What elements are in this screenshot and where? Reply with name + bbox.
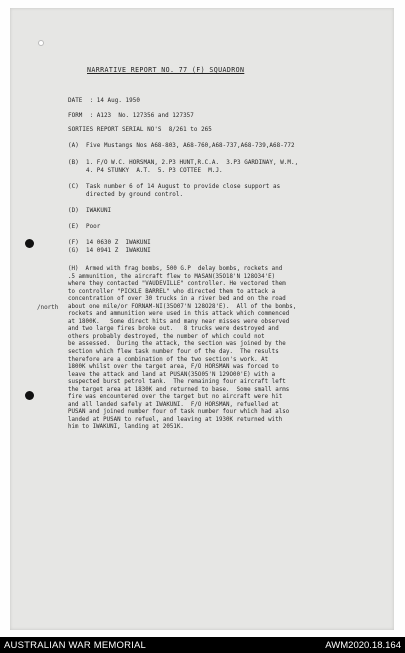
paragraph-h: (H) Armed with frag bombs, 500 G.P delay bombs, rockets and .5 ammunition, the aircraft flew to MASAN(35O18'N 128O34'E) where they contacted "VAUDEVILLE" controller. He vectored them to controller "PICKLE BARREL" who directed them to attack a concentration of over 30 trucks in a river bed and on the road about one mile/or FORNAM-NI(35O07'N 128O28'E). All of the bombs, rockets and ammunition were used in this attack which commenced at 1800K. Some direct hits and many near misses were observed and two large fires broke out. 8 trucks were destroyed and others probably destroyed, the number of which could not be assessed. During the attack, the section was joined by the section which flew task number four of the day. The results therefore are a combination of the two section's work. At 1800K whilst over the target area, F/O HORSMAN was forced to leave the attack and land at PUSAN(35O05'N 129O00'E) with a suspected burst petrol tank. The remaining four aircraft left the target area at 1830K and returned to base. Some small arms fire was encountered over the target but no aircraft were hit and all landed safely at IWAKUNI. F/O HORSMAN, refuelled at PUSAN and joined number four of task number four which had also landed at PUSAN to refuel, and leaving at 1930K returned with him to IWAKUNI, landing at 2051K. xyxy=(68,266,297,431)
institution-label: AUSTRALIAN WAR MEMORIAL xyxy=(4,640,147,651)
paragraph-c: (C) Task number 6 of 14 August to provide close support as directed by ground control. xyxy=(68,184,281,198)
paragraph-e: (E) Poor xyxy=(68,224,101,230)
margin-annotation: /north xyxy=(37,305,59,311)
reference-number: AWM2020.18.164 xyxy=(325,640,401,651)
punch-hole-bottom xyxy=(25,391,34,400)
footer-bar xyxy=(0,637,405,653)
sorties-line: SORTIES REPORT SERIAL NO'S 8/261 to 265 xyxy=(68,127,212,133)
paragraph-f-g: (F) 14 0630 Z IWAKUNI (G) 14 0941 Z IWAKUNI xyxy=(68,240,151,254)
paragraph-d: (D) IWAKUNI xyxy=(68,208,112,214)
pin-hole xyxy=(38,40,44,46)
date-line: DATE : 14 Aug. 1950 xyxy=(68,98,140,104)
report-title: NARRATIVE REPORT NO. 77 (F) SQUADRON xyxy=(87,66,245,74)
form-line: FORM : A123 No. 127356 and 127357 xyxy=(68,113,194,119)
paragraph-a: (A) Five Mustangs Nos A68-803, A68-760,A68-737,A68-739,A68-772 xyxy=(68,143,295,149)
punch-hole-top xyxy=(25,239,34,248)
paragraph-b: (B) 1. F/O W.C. HORSMAN, 2.P3 HUNT,R.C.A. 3.P3 GARDINAY, W.M., 4. P4 STUNKY A.T. 5. P3 COTTEE M.J. xyxy=(68,160,299,174)
